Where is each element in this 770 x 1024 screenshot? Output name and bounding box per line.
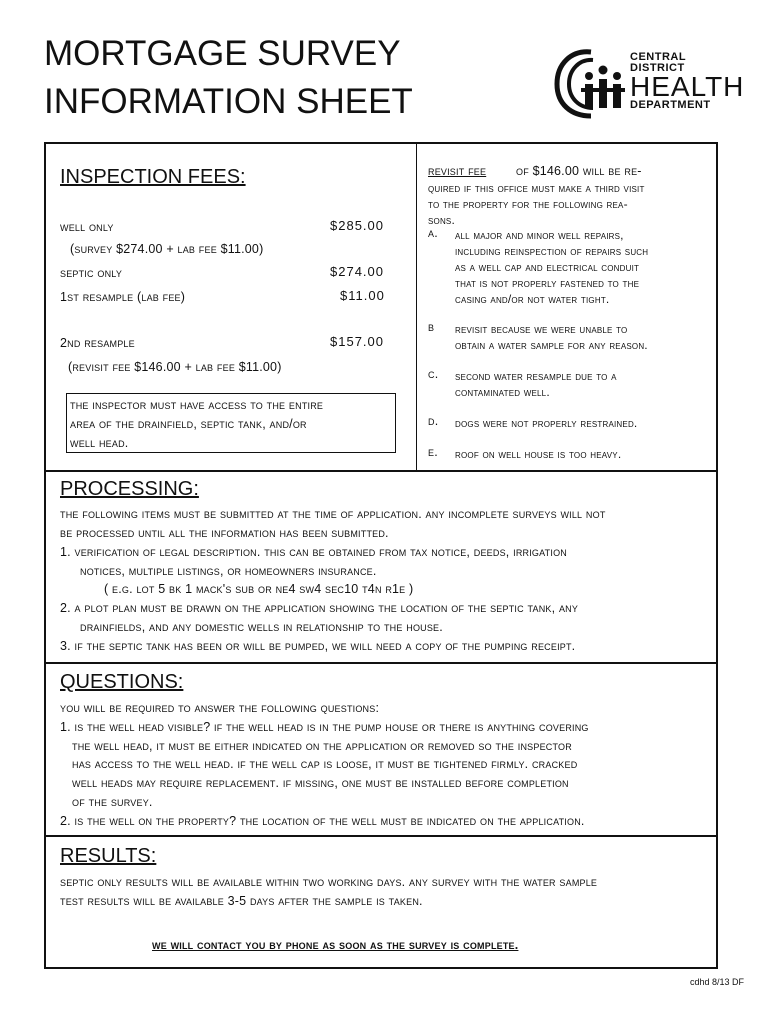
revisit-a-line-1: all major and minor well repairs, [455,228,624,242]
revisit-b-line-2: obtain a water sample for any reason. [455,338,648,352]
revisit-intro-line-1: of $146.00 will be re- [516,164,642,178]
logo-line-central: CENTRAL [630,51,687,63]
access-note-line-1: the inspector must have access to the entire [70,398,324,412]
info-sheet-box [44,142,718,969]
form-revision-code: cdhd 8/13 DF [690,977,745,987]
revisit-a-line-3: as a well cap and electrical conduit [455,260,640,274]
questions-line-5: well heads may require replacement. if missing, one must be installed before completion [72,776,569,790]
fee-label-first-resample: 1st resample (lab fee) [60,290,186,304]
revisit-c-line-1: second water resample due to a [455,369,617,383]
results-heading: RESULTS: [60,845,157,867]
revisit-marker-d: d. [428,414,439,428]
logo-line-district: DISTRICT [630,62,685,74]
fee-amount-second-resample: $157.00 [330,334,384,349]
results-line-1: septic only results will be available within two working days. any survey with the water sample [60,875,598,889]
logo-line-department: DEPARTMENT [630,99,711,111]
divider-processing [46,470,716,472]
revisit-c-line-2: contaminated well. [455,385,550,399]
revisit-marker-b: b [428,320,435,334]
processing-line-6: 2. a plot plan must be drawn on the application showing the location of the septic tank, any [60,601,579,615]
revisit-e-line-1: roof on well house is too heavy. [455,447,622,461]
processing-line-1: the following items must be submitted at the time of application. any incomplete surveys will not [60,507,606,521]
page-title [44,30,413,126]
revisit-a-line-4: that is not properly fastened to the [455,276,640,290]
processing-line-7: drainfields, and any domestic wells in relationship to the house. [80,620,443,634]
logo-text [630,52,744,111]
divider-questions [46,662,716,664]
questions-line-4: has access to the well head. if the well cap is loose, it must be tightened firmly. cracked [72,757,578,771]
questions-line-3: the well head, it must be either indicated on the application or removed so the inspector [72,739,572,753]
questions-line-6: of the survey. [72,795,153,809]
processing-line-2: be processed until all the information has been submitted. [60,526,389,540]
processing-heading: PROCESSING: [60,478,199,500]
fee-amount-septic-only: $274.00 [330,264,384,279]
inspection-fees-heading: INSPECTION FEES: [60,166,246,188]
questions-line-2: 1. is the well head visible? if the well head is in the pump house or there is anything covering [60,720,589,734]
revisit-intro-line-3: to the property for the following rea- [428,197,628,211]
title-line-1: MORTGAGE SURVEY [44,34,401,73]
fee-amount-first-resample: $11.00 [340,288,385,303]
questions-heading: QUESTIONS: [60,671,184,693]
revisit-a-line-2: including reinspection of repairs such [455,244,649,258]
results-contact-note: we will contact you by phone as soon as the survey is complete. [152,938,519,952]
title-line-2: INFORMATION SHEET [44,82,413,121]
revisit-b-line-1: revisit because we were unable to [455,322,628,336]
divider-results [46,835,716,837]
fee-label-well-only: well only [60,220,114,234]
fee-label-second-resample: 2nd resample [60,336,135,350]
revisit-intro-line-2: quired if this office must make a third visit [428,181,645,195]
revisit-a-line-5: casing and/or not water tight. [455,292,610,306]
access-note-line-2: area of the drainfield, septic tank, and/or [70,417,307,431]
revisit-intro-line-4: sons. [428,213,456,227]
access-note-line-3: well head. [70,436,129,450]
processing-line-8: 3. if the septic tank has been or will be pumped, we will need a copy of the pumping receipt. [60,639,576,653]
fee-label-second-resample-breakdown: (revisit fee $146.00 + lab fee $11.00) [68,360,282,374]
revisit-marker-c: c. [428,367,439,381]
revisit-d-line-1: dogs were not properly restrained. [455,416,638,430]
processing-line-5: ( e.g. lot 5 bk 1 mack's sub or ne4 sw4 sec10 t4n r1e ) [104,582,414,596]
fee-amount-well-only: $285.00 [330,218,384,233]
revisit-marker-e: e. [428,445,438,459]
questions-line-7: 2. is the well on the property? the location of the well must be indicated on the application. [60,814,585,828]
questions-line-1: you will be required to answer the following questions: [60,701,380,715]
fee-label-well-breakdown: (survey $274.00 + lab fee $11.00) [70,242,264,256]
fees-divider [416,144,417,470]
results-line-2: test results will be available 3-5 days after the sample is taken. [60,894,423,908]
fee-label-septic-only: septic only [60,266,123,280]
processing-line-4: notices, multiple listings, or homeowners insurance. [80,564,377,578]
logo-line-health: HEALTH [630,71,745,102]
processing-line-3: 1. verification of legal description. this can be obtained from tax notice, deeds, irrigation [60,545,567,559]
revisit-marker-a: a. [428,226,438,240]
revisit-fee-lead: revisit fee [428,164,487,178]
